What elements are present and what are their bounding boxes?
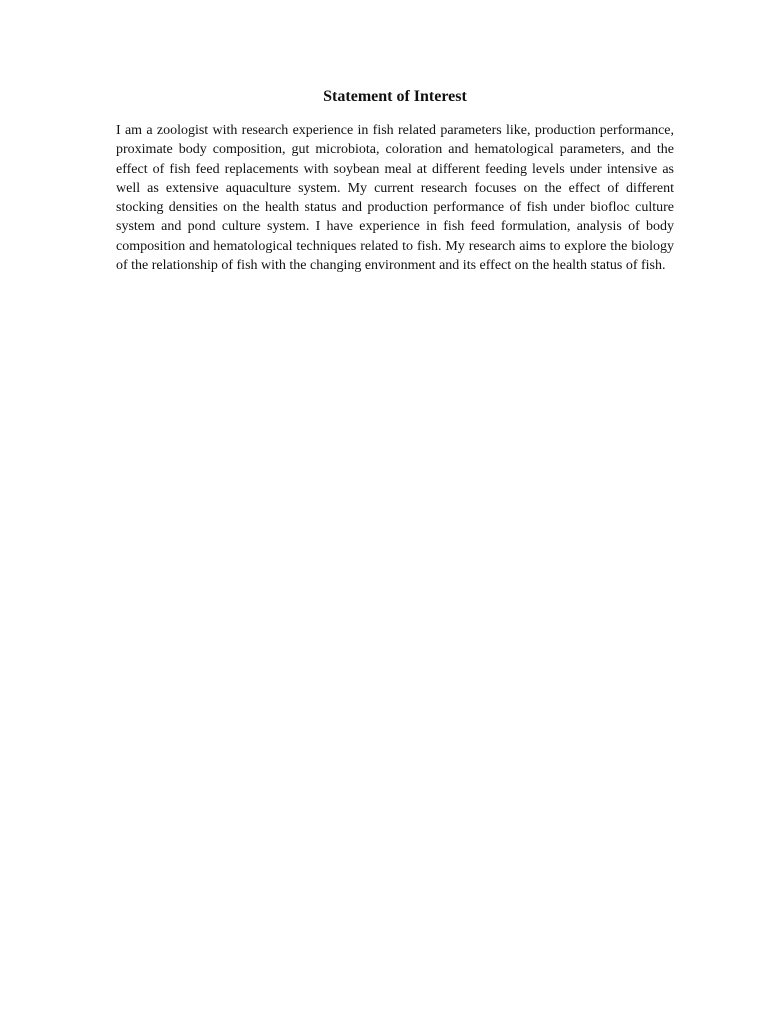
document-title: Statement of Interest bbox=[323, 88, 467, 105]
statement-paragraph: I am a zoologist with research experience in fish related parameters like, production performance, proximate body composition, gut microbiota, coloration and hematological parameters, and the effect of fish feed replacements with soybean meal at different feeding levels under intensive as well as extensive aquaculture system. My current research focuses on the effect of different stocking densities on the health status and production performance of fish under biofloc culture system and pond culture system. I have experience in fish feed formulation, analysis of body composition and hematological techniques related to fish. My research aims to explore the biology of the relationship of fish with the changing environment and its effect on the health status of fish. bbox=[116, 123, 674, 274]
